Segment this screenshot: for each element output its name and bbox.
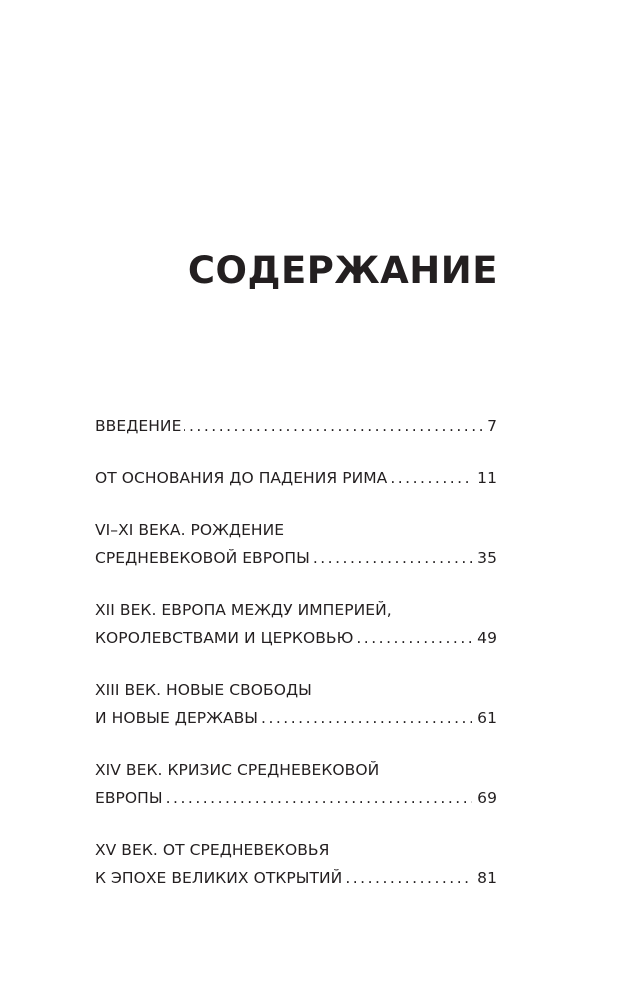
page-title: СОДЕРЖАНИЕ xyxy=(187,249,498,292)
toc-entry-last-line xyxy=(95,412,497,440)
toc-entry-title: И НОВЫЕ ДЕРЖАВЫ xyxy=(95,709,259,727)
toc-entry-title-line: XV ВЕК. ОТ СРЕДНЕВЕКОВЬЯ xyxy=(95,841,330,859)
toc-entry-last-line xyxy=(95,784,497,812)
dot-leader xyxy=(313,544,472,572)
toc-entry-title-line: XIV ВЕК. КРИЗИС СРЕДНЕВЕКОВОЙ xyxy=(95,761,380,779)
toc-page-number: 49 xyxy=(477,629,497,647)
toc-entry-title: СРЕДНЕВЕКОВОЙ ЕВРОПЫ xyxy=(95,549,310,567)
toc-entry[interactable] xyxy=(95,836,497,892)
dot-leader xyxy=(166,784,473,812)
toc-entry[interactable] xyxy=(95,676,497,732)
toc-entry-title: К ЭПОХЕ ВЕЛИКИХ ОТКРЫТИЙ xyxy=(95,869,343,887)
table-of-contents xyxy=(95,412,497,916)
toc-page-number: 61 xyxy=(477,709,497,727)
toc-entry[interactable] xyxy=(95,516,497,572)
toc-entry-last-line xyxy=(95,704,497,732)
toc-entry[interactable] xyxy=(95,596,497,652)
dot-leader xyxy=(390,464,472,492)
toc-entry-title: ЕВРОПЫ xyxy=(95,789,163,807)
toc-entry-last-line xyxy=(95,624,497,652)
toc-entry-title-line: VI–XI ВЕКА. РОЖДЕНИЕ xyxy=(95,521,285,539)
toc-entry-title-line: XIII ВЕК. НОВЫЕ СВОБОДЫ xyxy=(95,681,312,699)
toc-page-number: 7 xyxy=(487,417,497,435)
dot-leader xyxy=(184,412,486,440)
toc-entry-last-line xyxy=(95,544,497,572)
toc-entry[interactable] xyxy=(95,412,497,440)
dot-leader xyxy=(261,704,472,732)
toc-entry-title: КОРОЛЕВСТВАМИ И ЦЕРКОВЬЮ xyxy=(95,629,354,647)
toc-page-number: 11 xyxy=(477,469,497,487)
toc-page-number: 69 xyxy=(477,789,497,807)
toc-entry-title: ВВЕДЕНИЕ xyxy=(95,417,182,435)
toc-entry[interactable] xyxy=(95,464,497,492)
toc-page-number: 81 xyxy=(477,869,497,887)
toc-page-number: 35 xyxy=(477,549,497,567)
toc-entry-last-line xyxy=(95,864,497,892)
toc-entry-last-line xyxy=(95,464,497,492)
toc-entry[interactable] xyxy=(95,756,497,812)
dot-leader xyxy=(356,624,472,652)
toc-entry-title-line: XII ВЕК. ЕВРОПА МЕЖДУ ИМПЕРИЕЙ, xyxy=(95,601,392,619)
dot-leader xyxy=(345,864,472,892)
toc-entry-title: ОТ ОСНОВАНИЯ ДО ПАДЕНИЯ РИМА xyxy=(95,469,388,487)
